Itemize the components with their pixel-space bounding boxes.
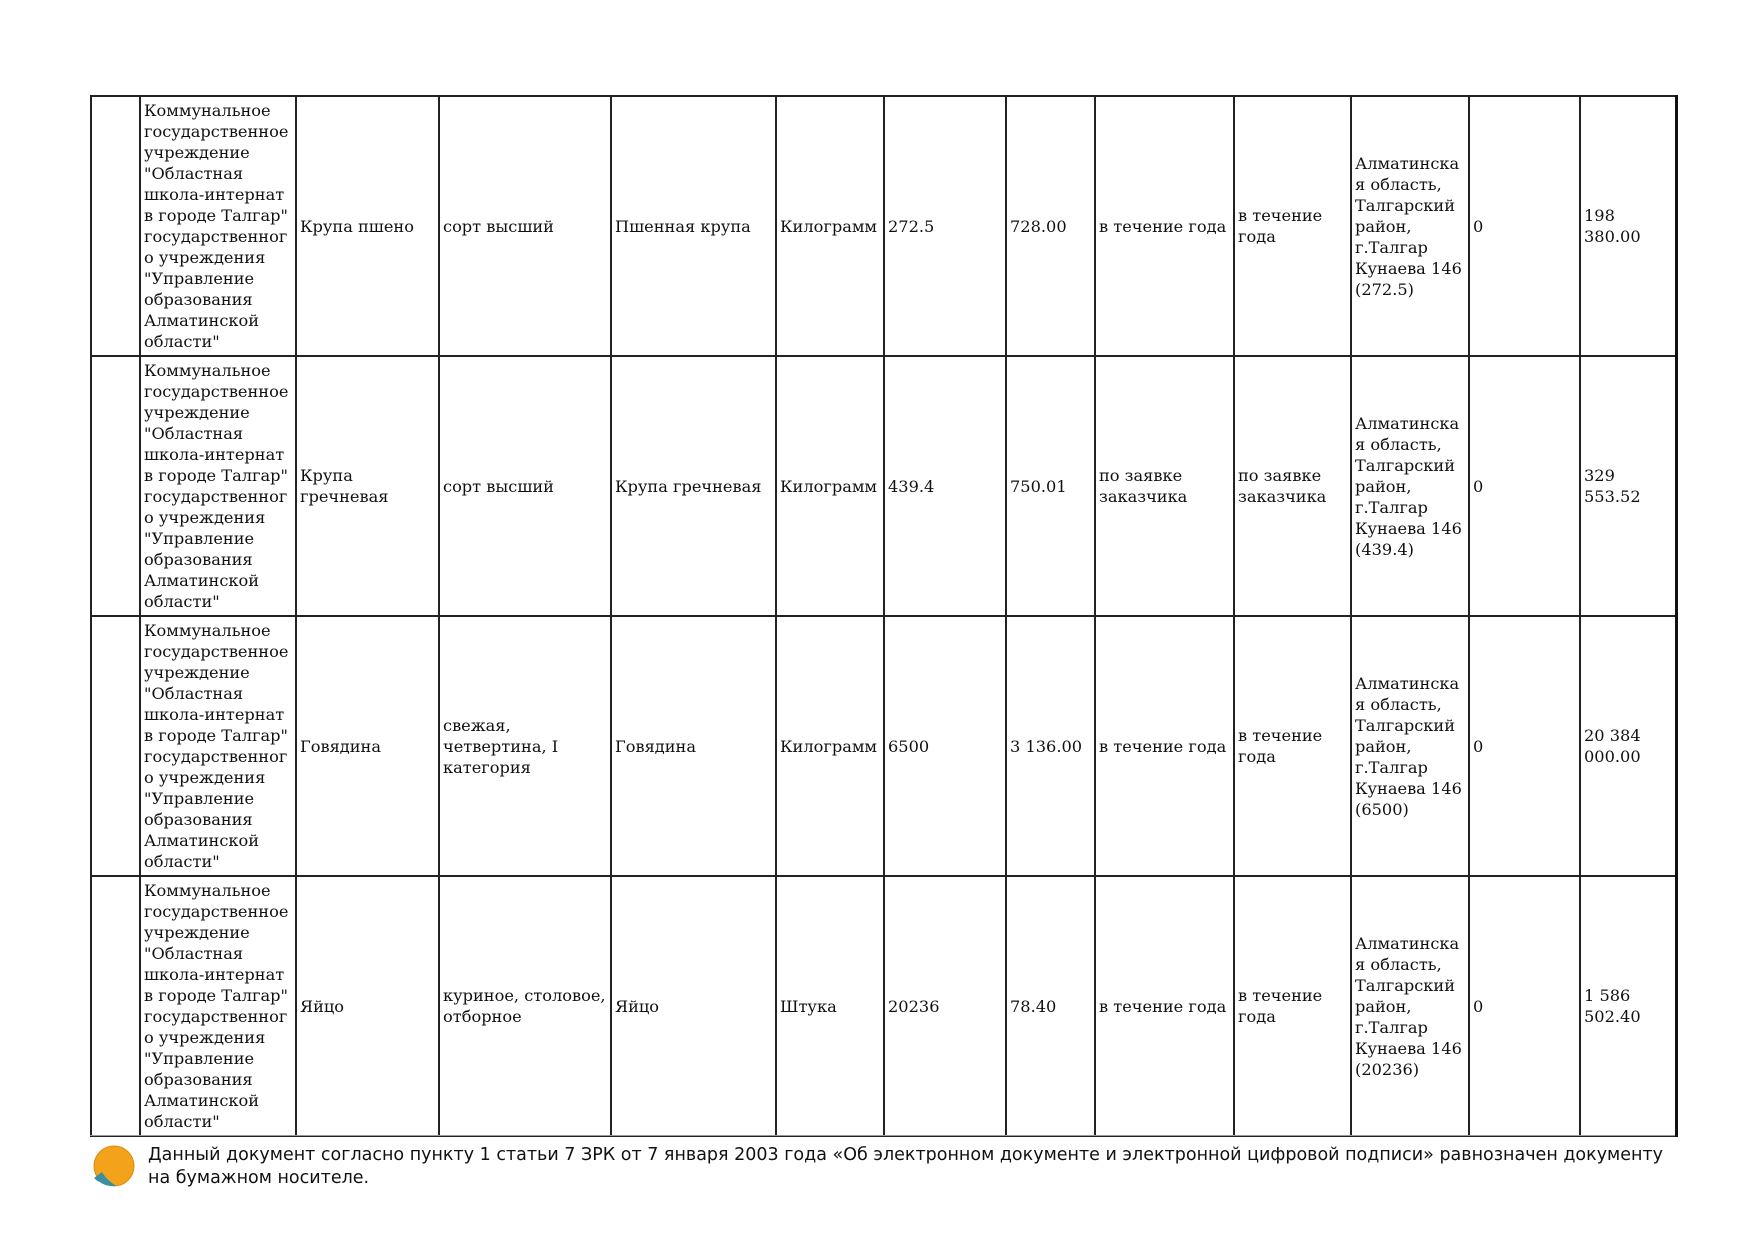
cell-customer: Коммунальное государственное учреждение "Областная школа-интернат в городе Талгар" государственного учреждения "Управление образования Алматинской области": [140, 616, 296, 876]
cell-qty: 272.5: [884, 96, 1006, 356]
cell-unit: Килограмм: [776, 616, 884, 876]
procurement-table: [90, 95, 1678, 1137]
table-row: [91, 96, 1676, 356]
cell-delivery-time: по заявке заказчика: [1095, 356, 1234, 616]
cell-spec: сорт высший: [439, 356, 611, 616]
legal-footer: [90, 1135, 1675, 1190]
table-body: [91, 96, 1676, 1136]
table-row: [91, 876, 1676, 1136]
egov-sun-logo-icon: [90, 1144, 136, 1190]
cell-num: [91, 616, 140, 876]
cell-total: 20 384 000.00: [1580, 616, 1676, 876]
cell-unit: Штука: [776, 876, 884, 1136]
cell-spec: свежая, четвертина, I категория: [439, 616, 611, 876]
cell-spec: куриное, столовое, отборное: [439, 876, 611, 1136]
cell-extra: Крупа гречневая: [611, 356, 776, 616]
procurement-table-container: [90, 95, 1675, 1137]
cell-total: 1 586 502.40: [1580, 876, 1676, 1136]
cell-name: Говядина: [296, 616, 439, 876]
cell-name: Крупа гречневая: [296, 356, 439, 616]
cell-term: в течение года: [1234, 876, 1351, 1136]
cell-extra: Яйцо: [611, 876, 776, 1136]
cell-place: Алматинская область, Талгарский район, г.Талгар Кунаева 146 (439.4): [1351, 356, 1469, 616]
cell-delivery-time: в течение года: [1095, 96, 1234, 356]
cell-name: Яйцо: [296, 876, 439, 1136]
cell-unit: Килограмм: [776, 96, 884, 356]
cell-term: в течение года: [1234, 96, 1351, 356]
cell-total: 329 553.52: [1580, 356, 1676, 616]
cell-num: [91, 356, 140, 616]
table-row: [91, 616, 1676, 876]
cell-term: по заявке заказчика: [1234, 356, 1351, 616]
cell-price: 3 136.00: [1006, 616, 1095, 876]
cell-qty: 6500: [884, 616, 1006, 876]
cell-total: 198 380.00: [1580, 96, 1676, 356]
cell-unit: Килограмм: [776, 356, 884, 616]
cell-term: в течение года: [1234, 616, 1351, 876]
cell-advance: 0: [1469, 356, 1580, 616]
cell-customer: Коммунальное государственное учреждение "Областная школа-интернат в городе Талгар" государственного учреждения "Управление образования Алматинской области": [140, 96, 296, 356]
cell-price: 78.40: [1006, 876, 1095, 1136]
cell-advance: 0: [1469, 876, 1580, 1136]
cell-delivery-time: в течение года: [1095, 616, 1234, 876]
cell-qty: 439.4: [884, 356, 1006, 616]
cell-advance: 0: [1469, 616, 1580, 876]
cell-advance: 0: [1469, 96, 1580, 356]
cell-place: Алматинская область, Талгарский район, г.Талгар Кунаева 146 (272.5): [1351, 96, 1469, 356]
cell-delivery-time: в течение года: [1095, 876, 1234, 1136]
cell-qty: 20236: [884, 876, 1006, 1136]
cell-customer: Коммунальное государственное учреждение "Областная школа-интернат в городе Талгар" государственного учреждения "Управление образования Алматинской области": [140, 876, 296, 1136]
cell-spec: сорт высший: [439, 96, 611, 356]
cell-customer: Коммунальное государственное учреждение "Областная школа-интернат в городе Талгар" государственного учреждения "Управление образования Алматинской области": [140, 356, 296, 616]
cell-extra: Пшенная крупа: [611, 96, 776, 356]
cell-place: Алматинская область, Талгарский район, г.Талгар Кунаева 146 (20236): [1351, 876, 1469, 1136]
cell-num: [91, 876, 140, 1136]
cell-extra: Говядина: [611, 616, 776, 876]
cell-num: [91, 96, 140, 356]
cell-price: 728.00: [1006, 96, 1095, 356]
cell-name: Крупа пшено: [296, 96, 439, 356]
cell-price: 750.01: [1006, 356, 1095, 616]
table-row: [91, 356, 1676, 616]
legal-notice-text: Данный документ согласно пункту 1 статьи 7 ЗРК от 7 января 2003 года «Об электронном документе и электронной цифровой подписи» равнозначен документу на бумажном носителе.: [148, 1145, 1664, 1188]
cell-place: Алматинская область, Талгарский район, г.Талгар Кунаева 146 (6500): [1351, 616, 1469, 876]
